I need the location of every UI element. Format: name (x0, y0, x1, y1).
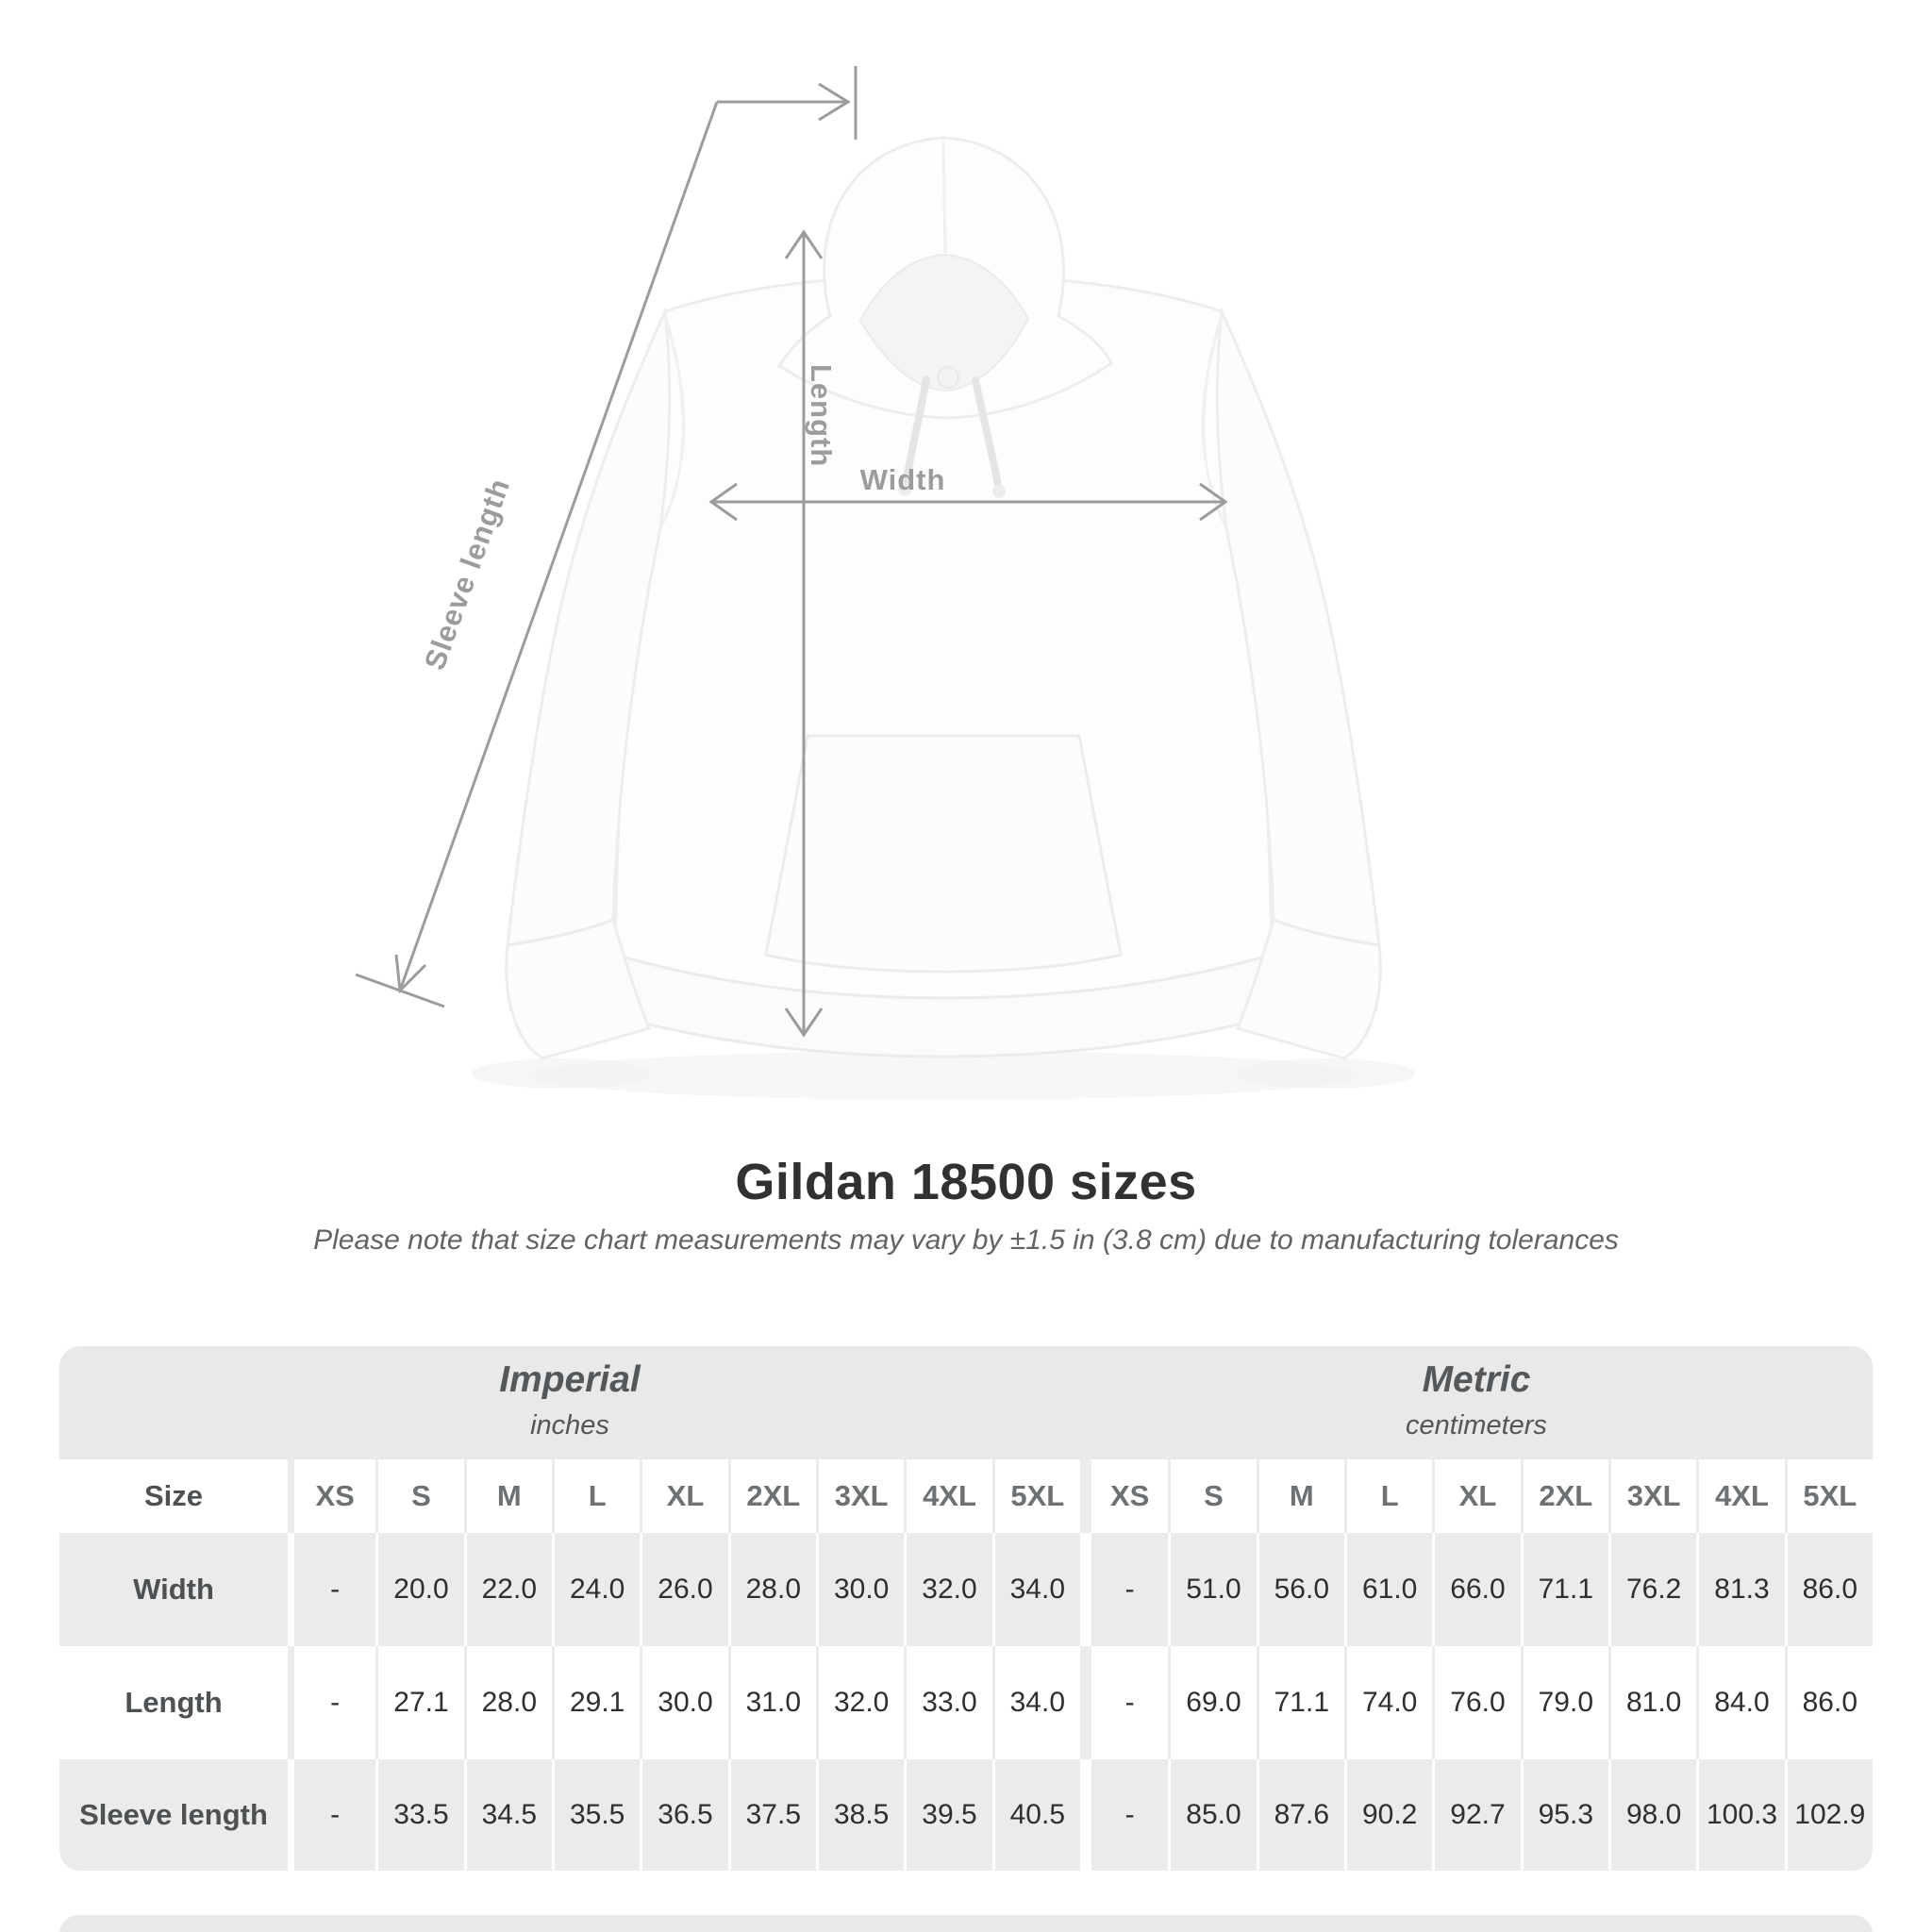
measurement-cell-metric: 71.1 (1521, 1533, 1608, 1646)
size-header-metric: S (1168, 1459, 1256, 1533)
measurement-cell-imperial: 28.0 (464, 1646, 552, 1759)
measurement-cell-metric: 69.0 (1168, 1646, 1256, 1759)
measurement-cell-imperial: 27.1 (375, 1646, 463, 1759)
measurement-cell-metric: 86.0 (1785, 1646, 1873, 1759)
size-header-metric: L (1344, 1459, 1432, 1533)
measurement-cell-imperial: 34.0 (992, 1646, 1080, 1759)
group-unit: centimeters (1406, 1409, 1547, 1441)
drawstring-knot (938, 367, 958, 388)
measurement-cell-metric: - (1080, 1533, 1168, 1646)
measurement-cell-imperial: 34.5 (464, 1759, 552, 1871)
measurement-cell-imperial: 32.0 (816, 1646, 904, 1759)
measurement-cell-metric: 102.9 (1785, 1759, 1873, 1871)
right-drawstring-tip (992, 485, 1006, 498)
measurement-cell-imperial: 33.0 (904, 1646, 991, 1759)
measurement-cell-imperial: 40.5 (992, 1759, 1080, 1871)
measurement-cell-metric: 85.0 (1168, 1759, 1256, 1871)
row-label: Sleeve length (59, 1759, 288, 1871)
measurement-cell-metric: 84.0 (1696, 1646, 1784, 1759)
measurement-cell-imperial: - (288, 1533, 375, 1646)
hoodie-shadow (528, 1051, 1358, 1100)
size-header-imperial: 2XL (728, 1459, 816, 1533)
measurement-cell-metric: 56.0 (1257, 1533, 1344, 1646)
measurement-cell-metric: 74.0 (1344, 1646, 1432, 1759)
measurement-cell-metric: 86.0 (1785, 1533, 1873, 1646)
width-dimension-label: Width (859, 463, 946, 496)
measurement-cell-imperial: 22.0 (464, 1533, 552, 1646)
measurement-cell-metric: 95.3 (1521, 1759, 1608, 1871)
measurement-cell-metric: 76.0 (1432, 1646, 1520, 1759)
left-cuff-shadow (472, 1058, 651, 1089)
group-unit: inches (530, 1409, 609, 1441)
size-header-imperial: XS (288, 1459, 375, 1533)
measurement-cell-metric: 92.7 (1432, 1759, 1520, 1871)
size-header-metric: 3XL (1608, 1459, 1696, 1533)
measurement-cell-imperial: 28.0 (728, 1533, 816, 1646)
measurement-cell-metric: 81.3 (1696, 1533, 1784, 1646)
measurement-cell-metric: 71.1 (1257, 1646, 1344, 1759)
column-group-imperial (59, 1346, 1080, 1459)
row-label: Width (59, 1533, 288, 1646)
page-title: Gildan 18500 sizes (735, 1154, 1197, 1210)
tolerance-note: Please note that size chart measurements may vary by ±1.5 in (3.8 cm) due to manufacturing tolerances (313, 1224, 1619, 1256)
kangaroo-pocket (766, 736, 1121, 972)
size-header-metric: 5XL (1785, 1459, 1873, 1533)
measurement-cell-imperial: - (288, 1759, 375, 1871)
measurement-cell-imperial: 30.0 (640, 1646, 727, 1759)
size-header-imperial: 3XL (816, 1459, 904, 1533)
measurement-cell-metric: 61.0 (1344, 1533, 1432, 1646)
size-header-imperial: L (552, 1459, 640, 1533)
measurement-cell-imperial: 39.5 (904, 1759, 991, 1871)
measurement-cell-metric: 51.0 (1168, 1533, 1256, 1646)
size-header-metric: XL (1432, 1459, 1520, 1533)
group-name: Metric (1422, 1358, 1531, 1400)
length-dimension-label: Length (805, 364, 838, 468)
size-header-imperial: 5XL (992, 1459, 1080, 1533)
measurement-cell-metric: 76.2 (1608, 1533, 1696, 1646)
hood-center-seam (943, 142, 945, 253)
measurement-cell-imperial: 33.5 (375, 1759, 463, 1871)
measurement-cell-metric: 100.3 (1696, 1759, 1784, 1871)
size-header-imperial: 4XL (904, 1459, 991, 1533)
column-group-metric (1080, 1346, 1873, 1459)
measurement-cell-metric: - (1080, 1759, 1168, 1871)
measurement-cell-imperial: 38.5 (816, 1759, 904, 1871)
measurement-cell-imperial: 30.0 (816, 1533, 904, 1646)
measurement-cell-metric: 90.2 (1344, 1759, 1432, 1871)
measurement-cell-imperial: - (288, 1646, 375, 1759)
measurement-cell-metric: 98.0 (1608, 1759, 1696, 1871)
measurement-cell-imperial: 29.1 (552, 1646, 640, 1759)
size-header-imperial: M (464, 1459, 552, 1533)
size-table (59, 1346, 1873, 1871)
measurement-cell-imperial: 32.0 (904, 1533, 991, 1646)
measurement-cell-imperial: 20.0 (375, 1533, 463, 1646)
size-header-imperial: S (375, 1459, 463, 1533)
sleeve-dimension-label: Sleeve length (417, 474, 517, 675)
measurement-cell-imperial: 31.0 (728, 1646, 816, 1759)
group-name: Imperial (499, 1358, 641, 1400)
measurement-cell-imperial: 35.5 (552, 1759, 640, 1871)
measurement-cell-metric: 66.0 (1432, 1533, 1520, 1646)
size-header-metric: XS (1080, 1459, 1168, 1533)
measurement-cell-metric: 79.0 (1521, 1646, 1608, 1759)
right-cuff-shadow (1236, 1058, 1415, 1089)
measurement-cell-imperial: 37.5 (728, 1759, 816, 1871)
size-header-metric: 2XL (1521, 1459, 1608, 1533)
measurement-cell-metric: 87.6 (1257, 1759, 1344, 1871)
measurement-cell-imperial: 34.0 (992, 1533, 1080, 1646)
size-header-metric: 4XL (1696, 1459, 1784, 1533)
row-label: Length (59, 1646, 288, 1759)
measurement-cell-imperial: 24.0 (552, 1533, 640, 1646)
measurement-cell-imperial: 36.5 (640, 1759, 727, 1871)
measurement-cell-imperial: 26.0 (640, 1533, 727, 1646)
next-section-partial-band (59, 1915, 1873, 1932)
size-column-header: Size (59, 1459, 288, 1533)
measurement-cell-metric: - (1080, 1646, 1168, 1759)
size-header-imperial: XL (640, 1459, 727, 1533)
size-header-metric: M (1257, 1459, 1344, 1533)
measurement-cell-metric: 81.0 (1608, 1646, 1696, 1759)
